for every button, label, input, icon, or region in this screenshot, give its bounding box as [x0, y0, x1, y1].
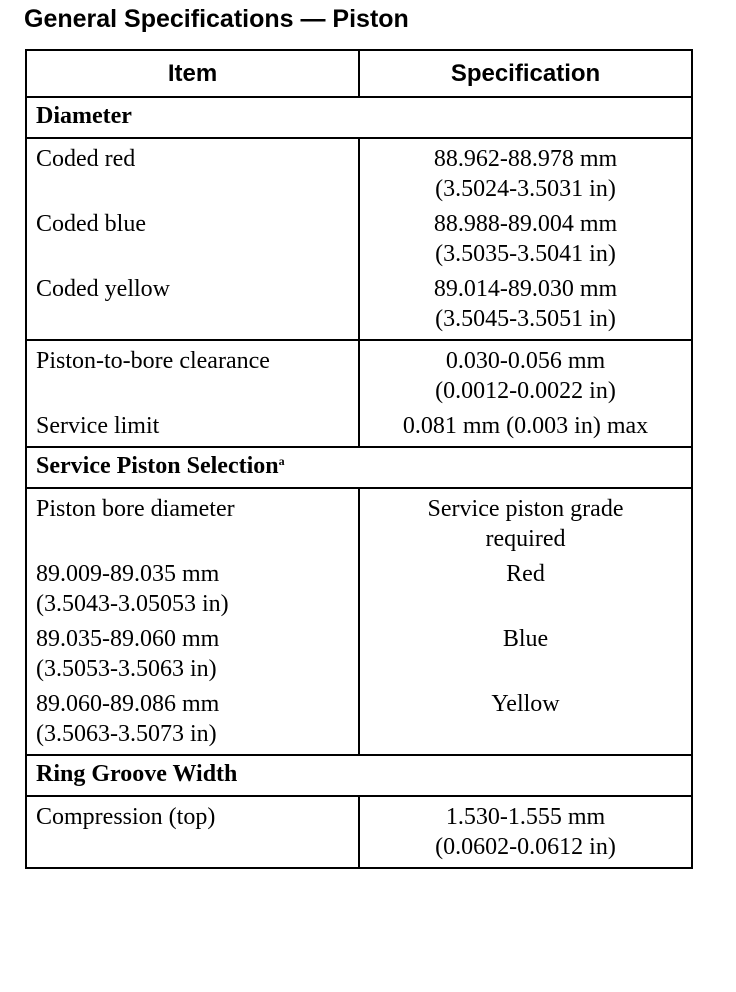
section-heading-text: Service Piston Selection	[36, 453, 279, 479]
item-label: Coded blue	[36, 211, 146, 237]
spec-value-imperial: (0.0012-0.0022 in)	[435, 378, 616, 404]
column-header-item: Item	[26, 50, 359, 97]
item-cell	[26, 488, 359, 554]
spec-cell	[359, 138, 692, 204]
section-heading-diameter: Diameter	[26, 97, 692, 138]
spec-cell	[359, 796, 692, 868]
spec-cell	[359, 269, 692, 340]
column-header-specification: Specification	[359, 50, 692, 97]
item-label: Coded yellow	[36, 276, 170, 302]
spec-value: 88.962-88.978 mm	[433, 146, 618, 172]
table-row	[26, 204, 692, 269]
item-cell	[26, 204, 359, 269]
spec-value-imperial: (3.5045-3.5051 in)	[435, 306, 616, 332]
table-row	[26, 554, 692, 619]
item-cell	[26, 138, 359, 204]
table-row	[26, 796, 692, 868]
item-label-imperial: (3.5043-3.05053 in)	[36, 591, 229, 617]
item-cell	[26, 406, 359, 447]
item-label: Coded red	[36, 146, 136, 172]
spec-cell	[359, 619, 692, 684]
page-title: General Specifications — Piston	[24, 5, 409, 33]
item-cell	[26, 269, 359, 340]
table-row	[26, 684, 692, 755]
spec-value: 89.014-89.030 mm	[433, 276, 618, 302]
item-label: 89.035-89.060 mm	[36, 626, 220, 652]
item-cell	[26, 554, 359, 619]
table-row	[26, 269, 692, 340]
spec-value: Yellow	[491, 691, 560, 717]
spec-value: Red	[506, 561, 545, 587]
spec-cell	[359, 406, 692, 447]
item-label-imperial: (3.5053-3.5063 in)	[36, 656, 217, 682]
section-row-ring-groove-width	[26, 755, 692, 796]
spec-value-imperial: (0.0602-0.0612 in)	[435, 834, 616, 860]
spec-value-imperial: (3.5035-3.5041 in)	[435, 241, 616, 267]
spec-value-imperial: (3.5024-3.5031 in)	[435, 176, 616, 202]
spec-cell	[359, 488, 692, 554]
footnote-marker: a	[278, 454, 285, 468]
table-row	[26, 488, 692, 554]
item-label: 89.009-89.035 mm	[36, 561, 220, 587]
spec-value-continued: required	[485, 526, 566, 552]
item-cell	[26, 684, 359, 755]
table-row-clearance	[26, 340, 692, 406]
item-label: Service limit	[36, 413, 160, 439]
spec-cell	[359, 340, 692, 406]
section-heading-ring-groove-width: Ring Groove Width	[26, 755, 692, 796]
item-cell	[26, 340, 359, 406]
item-cell	[26, 619, 359, 684]
spec-cell	[359, 684, 692, 755]
table-row	[26, 619, 692, 684]
spec-table	[25, 49, 693, 869]
spec-value: Blue	[502, 626, 549, 652]
item-label: Piston bore diameter	[36, 496, 235, 522]
table-header-row	[26, 50, 692, 97]
section-row-service-piston-selection	[26, 447, 692, 488]
section-row-diameter	[26, 97, 692, 138]
spec-value: 0.030-0.056 mm	[445, 348, 606, 374]
item-label: 89.060-89.086 mm	[36, 691, 220, 717]
item-label: Compression (top)	[36, 804, 216, 830]
spec-value: Service piston grade	[427, 496, 624, 522]
table-row-service-limit	[26, 406, 692, 447]
item-cell	[26, 796, 359, 868]
item-label-imperial: (3.5063-3.5073 in)	[36, 721, 217, 747]
spec-value: 0.081 mm (0.003 in) max	[402, 413, 649, 439]
section-heading-service-piston-selection	[26, 447, 692, 488]
spec-value: 1.530-1.555 mm	[445, 804, 606, 830]
spec-value: 88.988-89.004 mm	[433, 211, 618, 237]
spec-cell	[359, 204, 692, 269]
item-label: Piston-to-bore clearance	[36, 348, 270, 374]
spec-cell	[359, 554, 692, 619]
table-row	[26, 138, 692, 204]
